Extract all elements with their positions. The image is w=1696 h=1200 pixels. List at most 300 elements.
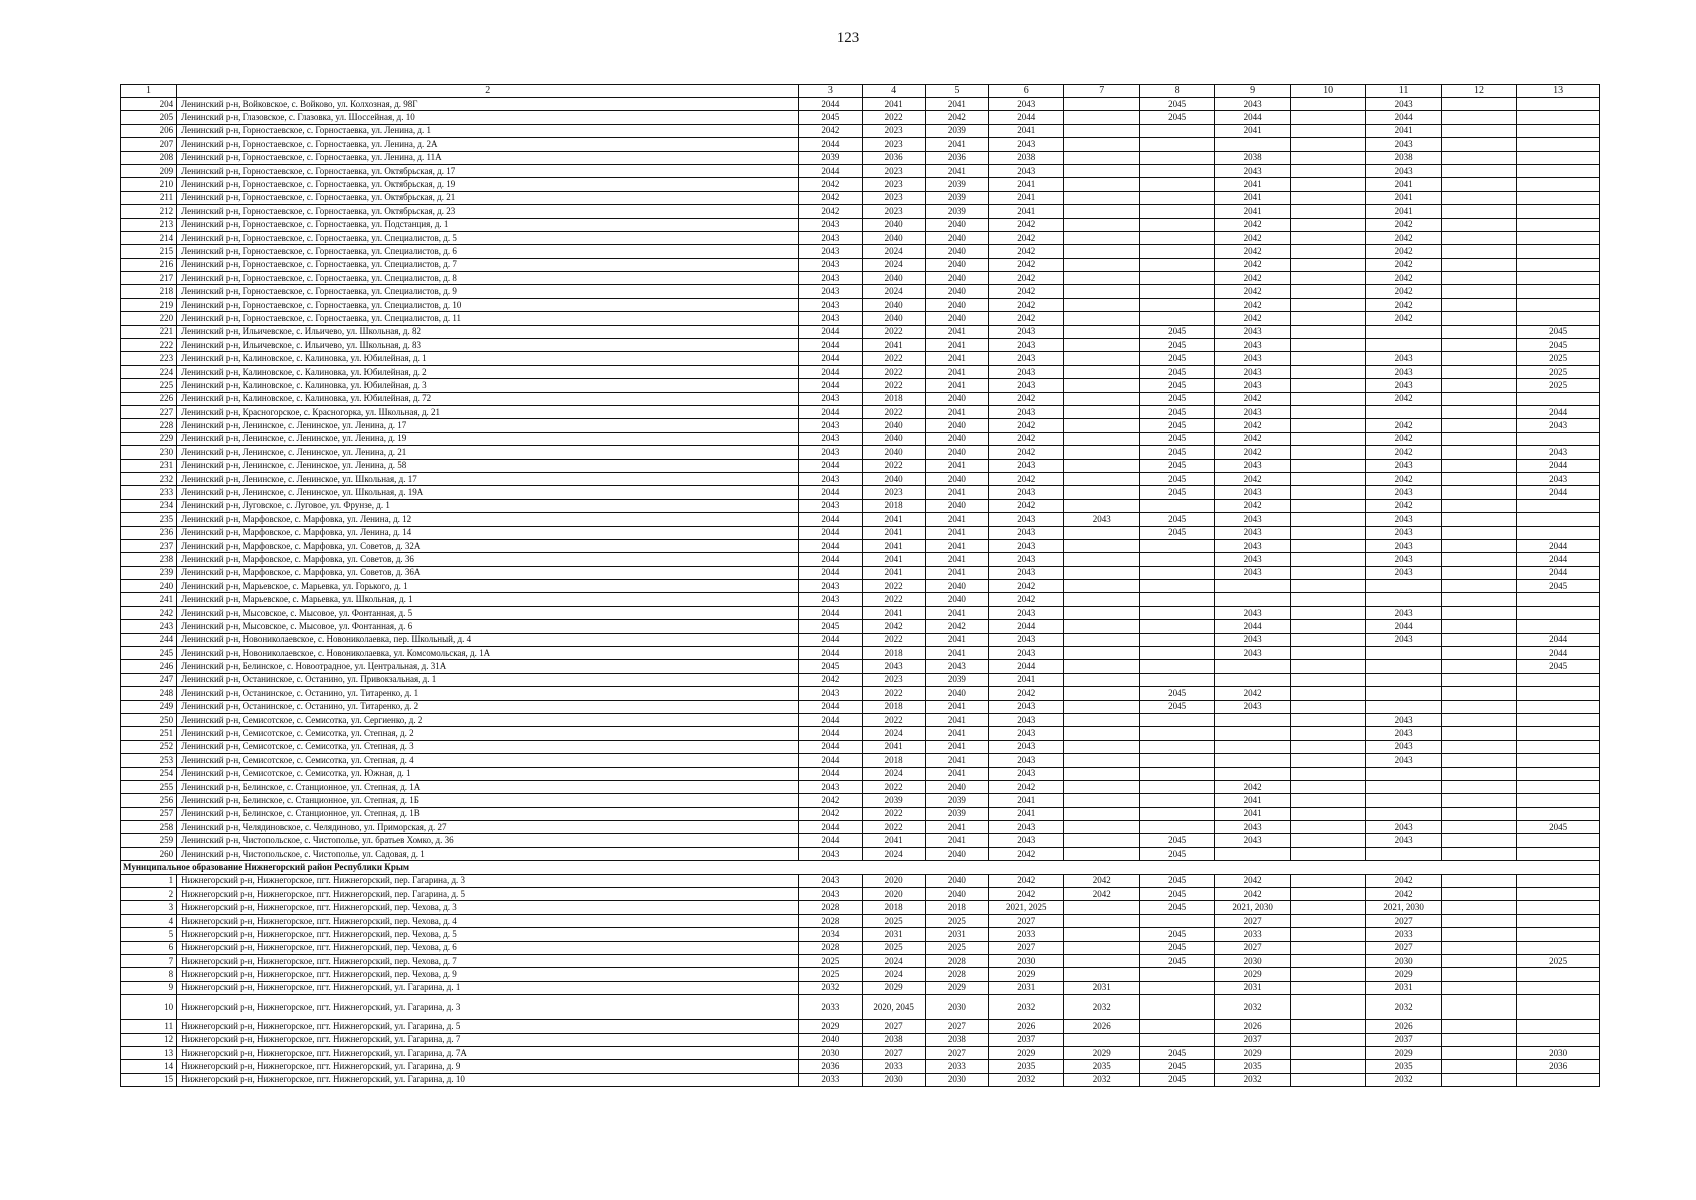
year-cell: 2025 — [925, 941, 988, 954]
year-cell: 2044 — [799, 633, 862, 646]
year-cell — [1366, 700, 1441, 713]
year-cell: 2045 — [1139, 392, 1214, 405]
year-cell — [1517, 767, 1600, 780]
year-cell: 2040 — [862, 419, 925, 432]
year-cell: 2042 — [1215, 298, 1290, 311]
table-row — [121, 218, 1600, 231]
year-cell — [1139, 995, 1214, 1020]
year-cell: 2042 — [1366, 298, 1441, 311]
year-cell — [1366, 647, 1441, 660]
year-cell: 2043 — [1366, 539, 1441, 552]
year-cell: 2042 — [1215, 687, 1290, 700]
year-cell: 2041 — [862, 513, 925, 526]
year-cell: 2037 — [988, 1033, 1063, 1046]
year-cell — [1290, 995, 1365, 1020]
year-cell — [1290, 138, 1365, 151]
row-number: 207 — [121, 138, 177, 151]
year-cell — [1064, 245, 1139, 258]
year-cell: 2041 — [925, 740, 988, 753]
year-cell: 2044 — [799, 459, 862, 472]
year-cell: 2043 — [1215, 539, 1290, 552]
address-cell: Ленинский р-н, Горностаевское, с. Горностаевка, ул. Ленина, д. 11А — [177, 151, 799, 164]
year-cell — [1290, 285, 1365, 298]
year-cell — [1290, 914, 1365, 927]
row-number: 240 — [121, 580, 177, 593]
year-cell — [1215, 740, 1290, 753]
table-row — [121, 1046, 1600, 1059]
year-cell: 2040 — [925, 392, 988, 405]
address-cell: Ленинский р-н, Новониколаевское, с. Новониколаевка, ул. Комсомольская, д. 1А — [177, 647, 799, 660]
table-row — [121, 1060, 1600, 1073]
year-cell: 2040 — [925, 218, 988, 231]
year-cell — [1064, 164, 1139, 177]
year-cell: 2041 — [1366, 178, 1441, 191]
year-cell: 2028 — [925, 968, 988, 981]
address-cell: Ленинский р-н, Марьевское, с. Марьевка, ул. Горького, д. 1 — [177, 580, 799, 593]
year-cell — [1139, 285, 1214, 298]
table-row — [121, 191, 1600, 204]
address-cell: Ленинский р-н, Семисотское, с. Семисотка, ул. Степная, д. 3 — [177, 740, 799, 753]
year-cell: 2042 — [1366, 392, 1441, 405]
row-number: 227 — [121, 405, 177, 418]
table-row — [121, 499, 1600, 512]
address-cell: Ленинский р-н, Ильичевское, с. Ильичево, ул. Школьная, д. 82 — [177, 325, 799, 338]
year-cell — [1064, 285, 1139, 298]
year-cell — [1215, 660, 1290, 673]
year-cell — [1517, 807, 1600, 820]
year-cell: 2036 — [799, 1060, 862, 1073]
year-cell: 2041 — [925, 365, 988, 378]
year-cell — [1441, 687, 1516, 700]
table-row — [121, 379, 1600, 392]
year-cell — [1064, 780, 1139, 793]
year-cell: 2043 — [1215, 821, 1290, 834]
year-cell: 2030 — [799, 1046, 862, 1059]
year-cell: 2022 — [862, 687, 925, 700]
year-cell: 2040 — [925, 272, 988, 285]
table-row — [121, 754, 1600, 767]
year-cell — [1064, 472, 1139, 485]
year-cell: 2045 — [1139, 834, 1214, 847]
year-cell — [1517, 794, 1600, 807]
header-row — [121, 85, 1600, 98]
year-cell: 2041 — [925, 164, 988, 177]
year-cell — [1215, 767, 1290, 780]
year-cell: 2043 — [988, 553, 1063, 566]
year-cell — [1064, 325, 1139, 338]
year-cell — [1290, 727, 1365, 740]
year-cell: 2029 — [988, 968, 1063, 981]
year-cell: 2031 — [1215, 981, 1290, 994]
row-number: 224 — [121, 365, 177, 378]
year-cell: 2040 — [925, 888, 988, 901]
year-cell — [1064, 633, 1139, 646]
address-cell: Ленинский р-н, Новониколаевское, с. Новониколаевка, пер. Школьный, д. 4 — [177, 633, 799, 646]
year-cell: 2040 — [925, 258, 988, 271]
year-cell: 2044 — [988, 660, 1063, 673]
year-cell — [1064, 258, 1139, 271]
year-cell — [1441, 1073, 1516, 1086]
address-cell: Ленинский р-н, Семисотское, с. Семисотка, ул. Южная, д. 1 — [177, 767, 799, 780]
year-cell: 2044 — [799, 379, 862, 392]
address-cell: Нижнегорский р-н, Нижнегорское, пгт. Нижнегорский, пер. Гагарина, д. 3 — [177, 874, 799, 887]
year-cell — [1139, 633, 1214, 646]
table-row — [121, 98, 1600, 111]
year-cell: 2018 — [862, 700, 925, 713]
year-cell — [1517, 941, 1600, 954]
year-cell — [1290, 1073, 1365, 1086]
year-cell — [1290, 526, 1365, 539]
year-cell — [1064, 446, 1139, 459]
year-cell — [1441, 526, 1516, 539]
year-cell — [1215, 847, 1290, 860]
year-cell — [1290, 392, 1365, 405]
year-cell — [1517, 298, 1600, 311]
year-cell — [1441, 258, 1516, 271]
year-cell — [1139, 1033, 1214, 1046]
year-cell: 2042 — [1366, 446, 1441, 459]
year-cell: 2042 — [1366, 419, 1441, 432]
year-cell — [1441, 191, 1516, 204]
year-cell — [1517, 727, 1600, 740]
year-cell — [1139, 566, 1214, 579]
year-cell — [1139, 794, 1214, 807]
address-cell: Нижнегорский р-н, Нижнегорское, пгт. Нижнегорский, ул. Гагарина, д. 9 — [177, 1060, 799, 1073]
year-cell: 2045 — [1139, 1046, 1214, 1059]
table-row — [121, 968, 1600, 981]
year-cell — [1064, 432, 1139, 445]
row-number: 246 — [121, 660, 177, 673]
table-row — [121, 888, 1600, 901]
year-cell — [1290, 446, 1365, 459]
year-cell: 2043 — [1215, 98, 1290, 111]
year-cell — [1441, 446, 1516, 459]
year-cell: 2039 — [925, 124, 988, 137]
year-cell: 2042 — [925, 111, 988, 124]
year-cell: 2027 — [1215, 914, 1290, 927]
year-cell: 2027 — [925, 1046, 988, 1059]
table-row — [121, 780, 1600, 793]
year-cell — [1441, 472, 1516, 485]
table-row — [121, 821, 1600, 834]
year-cell — [1215, 727, 1290, 740]
year-cell — [1290, 620, 1365, 633]
address-cell: Ленинский р-н, Горностаевское, с. Горностаевка, ул. Ленина, д. 1 — [177, 124, 799, 137]
year-cell — [1517, 138, 1600, 151]
address-cell: Ленинский р-н, Горностаевское, с. Горностаевка, ул. Специалистов, д. 6 — [177, 245, 799, 258]
column-header: 7 — [1064, 85, 1139, 98]
year-cell — [1441, 807, 1516, 820]
address-cell: Ленинский р-н, Горностаевское, с. Горностаевка, ул. Специалистов, д. 11 — [177, 312, 799, 325]
row-number: 253 — [121, 754, 177, 767]
year-cell — [1139, 124, 1214, 137]
year-cell: 2026 — [1366, 1020, 1441, 1033]
year-cell: 2022 — [862, 365, 925, 378]
year-cell: 2026 — [1064, 1020, 1139, 1033]
year-cell: 2042 — [1366, 499, 1441, 512]
address-cell: Ленинский р-н, Марфовское, с. Марфовка, ул. Советов, д. 36 — [177, 553, 799, 566]
year-cell: 2043 — [1215, 566, 1290, 579]
year-cell — [1139, 245, 1214, 258]
year-cell — [1441, 124, 1516, 137]
year-cell: 2025 — [1517, 352, 1600, 365]
row-number: 257 — [121, 807, 177, 820]
year-cell: 2027 — [925, 1020, 988, 1033]
row-number: 250 — [121, 713, 177, 726]
year-cell — [1441, 352, 1516, 365]
year-cell — [1441, 164, 1516, 177]
page-number: 123 — [836, 30, 860, 46]
year-cell: 2023 — [862, 486, 925, 499]
year-cell: 2044 — [799, 834, 862, 847]
year-cell: 2043 — [988, 486, 1063, 499]
year-cell: 2044 — [1366, 111, 1441, 124]
year-cell — [1290, 807, 1365, 820]
year-cell: 2022 — [862, 593, 925, 606]
year-cell — [1517, 205, 1600, 218]
address-cell: Ленинский р-н, Чистопольское, с. Чистополье, ул. братьев Хомко, д. 36 — [177, 834, 799, 847]
row-number: 239 — [121, 566, 177, 579]
year-cell: 2022 — [862, 325, 925, 338]
year-cell: 2042 — [1366, 231, 1441, 244]
year-cell — [1290, 981, 1365, 994]
year-cell — [1139, 499, 1214, 512]
year-cell: 2030 — [925, 1073, 988, 1086]
year-cell — [1139, 151, 1214, 164]
year-cell — [1290, 955, 1365, 968]
column-header: 5 — [925, 85, 988, 98]
year-cell — [1290, 1046, 1365, 1059]
year-cell — [1517, 218, 1600, 231]
address-cell: Ленинский р-н, Горностаевское, с. Горностаевка, ул. Подстанция, д. 1 — [177, 218, 799, 231]
year-cell — [1517, 780, 1600, 793]
year-cell: 2043 — [988, 727, 1063, 740]
year-cell: 2044 — [799, 365, 862, 378]
table-row — [121, 245, 1600, 258]
address-cell: Ленинский р-н, Горностаевское, с. Горностаевка, ул. Октябрьская, д. 17 — [177, 164, 799, 177]
year-cell — [1139, 673, 1214, 686]
year-cell: 2041 — [988, 178, 1063, 191]
year-cell: 2041 — [925, 553, 988, 566]
year-cell: 2041 — [1366, 205, 1441, 218]
year-cell — [1290, 847, 1365, 860]
year-cell: 2025 — [862, 941, 925, 954]
year-cell — [1064, 593, 1139, 606]
year-cell: 2043 — [799, 499, 862, 512]
year-cell — [1441, 995, 1516, 1020]
year-cell: 2041 — [925, 98, 988, 111]
year-cell: 2032 — [1064, 1073, 1139, 1086]
row-number: 222 — [121, 339, 177, 352]
year-cell: 2043 — [1366, 459, 1441, 472]
row-number: 11 — [121, 1020, 177, 1033]
year-cell: 2029 — [925, 981, 988, 994]
row-number: 243 — [121, 620, 177, 633]
year-cell — [1441, 178, 1516, 191]
row-number: 215 — [121, 245, 177, 258]
year-cell — [1290, 352, 1365, 365]
year-cell: 2033 — [799, 995, 862, 1020]
year-cell — [1064, 526, 1139, 539]
year-cell: 2043 — [988, 379, 1063, 392]
year-cell: 2040 — [925, 312, 988, 325]
year-cell: 2044 — [799, 138, 862, 151]
year-cell — [1441, 606, 1516, 619]
column-header: 9 — [1215, 85, 1290, 98]
year-cell — [1290, 339, 1365, 352]
year-cell: 2041 — [862, 566, 925, 579]
row-number: 205 — [121, 111, 177, 124]
year-cell: 2043 — [988, 459, 1063, 472]
row-number: 216 — [121, 258, 177, 271]
year-cell: 2042 — [988, 432, 1063, 445]
year-cell: 2042 — [799, 191, 862, 204]
year-cell — [1441, 647, 1516, 660]
year-cell — [1064, 298, 1139, 311]
year-cell: 2030 — [925, 995, 988, 1020]
year-cell: 2043 — [799, 258, 862, 271]
year-cell — [1064, 928, 1139, 941]
year-cell: 2044 — [799, 821, 862, 834]
year-cell: 2042 — [1215, 231, 1290, 244]
year-cell: 2045 — [1139, 526, 1214, 539]
row-number: 204 — [121, 98, 177, 111]
year-cell: 2040 — [925, 446, 988, 459]
year-cell — [1441, 405, 1516, 418]
address-cell: Ленинский р-н, Семисотское, с. Семисотка, ул. Сергиенко, д. 2 — [177, 713, 799, 726]
table-row — [121, 1033, 1600, 1046]
year-cell: 2042 — [988, 231, 1063, 244]
year-cell: 2044 — [799, 713, 862, 726]
year-cell — [1441, 700, 1516, 713]
address-cell: Ленинский р-н, Останинское, с. Останино, ул. Титаренко, д. 1 — [177, 687, 799, 700]
row-number: 8 — [121, 968, 177, 981]
year-cell: 2045 — [1139, 419, 1214, 432]
year-cell — [1290, 272, 1365, 285]
year-cell — [1290, 901, 1365, 914]
year-cell: 2043 — [799, 687, 862, 700]
year-cell — [1441, 780, 1516, 793]
year-cell: 2043 — [988, 700, 1063, 713]
year-cell: 2043 — [799, 245, 862, 258]
year-cell: 2040 — [925, 432, 988, 445]
year-cell: 2043 — [799, 847, 862, 860]
year-cell — [1139, 767, 1214, 780]
year-cell: 2041 — [925, 834, 988, 847]
year-cell — [1441, 218, 1516, 231]
year-cell — [1517, 1033, 1600, 1046]
year-cell: 2042 — [988, 392, 1063, 405]
year-cell: 2022 — [862, 111, 925, 124]
year-cell: 2042 — [1215, 780, 1290, 793]
year-cell — [1290, 1033, 1365, 1046]
year-cell: 2044 — [799, 606, 862, 619]
table-row — [121, 405, 1600, 418]
year-cell — [1441, 312, 1516, 325]
year-cell — [1290, 888, 1365, 901]
address-cell: Ленинский р-н, Ленинское, с. Ленинское, ул. Школьная, д. 19А — [177, 486, 799, 499]
year-cell: 2042 — [1215, 874, 1290, 887]
address-cell: Ленинский р-н, Горностаевское, с. Горностаевка, ул. Октябрьская, д. 23 — [177, 205, 799, 218]
year-cell: 2036 — [1517, 1060, 1600, 1073]
row-number: 229 — [121, 432, 177, 445]
row-number: 255 — [121, 780, 177, 793]
year-cell: 2045 — [799, 660, 862, 673]
year-cell — [1517, 593, 1600, 606]
address-cell: Ленинский р-н, Марфовское, с. Марфовка, ул. Ленина, д. 12 — [177, 513, 799, 526]
year-cell — [1064, 339, 1139, 352]
year-cell — [1441, 981, 1516, 994]
year-cell — [1139, 539, 1214, 552]
year-cell: 2043 — [988, 526, 1063, 539]
year-cell: 2043 — [1366, 834, 1441, 847]
year-cell: 2023 — [862, 178, 925, 191]
year-cell — [1290, 218, 1365, 231]
year-cell — [1215, 580, 1290, 593]
year-cell: 2044 — [799, 164, 862, 177]
year-cell: 2041 — [1366, 191, 1441, 204]
year-cell — [1290, 472, 1365, 485]
column-header: 1 — [121, 85, 177, 98]
row-number: 230 — [121, 446, 177, 459]
year-cell — [1517, 178, 1600, 191]
table-row — [121, 339, 1600, 352]
year-cell — [1290, 633, 1365, 646]
year-cell — [1441, 245, 1516, 258]
row-number: 1 — [121, 874, 177, 887]
year-cell: 2043 — [988, 713, 1063, 726]
year-cell — [1366, 780, 1441, 793]
year-cell — [1441, 794, 1516, 807]
year-cell — [1064, 566, 1139, 579]
address-cell: Ленинский р-н, Глазовское, с. Глазовка, ул. Шоссейная, д. 10 — [177, 111, 799, 124]
table-row — [121, 1073, 1600, 1086]
table-row — [121, 513, 1600, 526]
row-number: 256 — [121, 794, 177, 807]
year-cell: 2042 — [799, 178, 862, 191]
year-cell: 2029 — [1215, 968, 1290, 981]
year-cell: 2025 — [1517, 955, 1600, 968]
year-cell: 2029 — [1215, 1046, 1290, 1059]
year-cell: 2028 — [799, 914, 862, 927]
year-cell — [1517, 888, 1600, 901]
address-cell: Ленинский р-н, Останинское, с. Останино, ул. Титаренко, д. 2 — [177, 700, 799, 713]
year-cell — [1517, 1020, 1600, 1033]
year-cell: 2045 — [1139, 352, 1214, 365]
year-cell — [1441, 580, 1516, 593]
year-cell: 2043 — [988, 740, 1063, 753]
year-cell: 2033 — [925, 1060, 988, 1073]
address-cell: Нижнегорский р-н, Нижнегорское, пгт. Нижнегорский, пер. Чехова, д. 5 — [177, 928, 799, 941]
year-cell: 2039 — [925, 191, 988, 204]
address-cell: Ленинский р-н, Войковское, с. Войково, ул. Колхозная, д. 98Г — [177, 98, 799, 111]
year-cell — [1441, 740, 1516, 753]
row-number: 244 — [121, 633, 177, 646]
row-number: 251 — [121, 727, 177, 740]
column-header: 8 — [1139, 85, 1214, 98]
year-cell: 2043 — [799, 312, 862, 325]
year-cell — [1517, 687, 1600, 700]
year-cell: 2035 — [1064, 1060, 1139, 1073]
year-cell: 2041 — [925, 767, 988, 780]
table-row — [121, 673, 1600, 686]
year-cell — [1139, 660, 1214, 673]
table-row — [121, 901, 1600, 914]
year-cell: 2042 — [862, 620, 925, 633]
address-cell: Ленинский р-н, Калиновское, с. Калиновка, ул. Юбилейная, д. 1 — [177, 352, 799, 365]
year-cell: 2043 — [988, 834, 1063, 847]
year-cell — [1139, 580, 1214, 593]
